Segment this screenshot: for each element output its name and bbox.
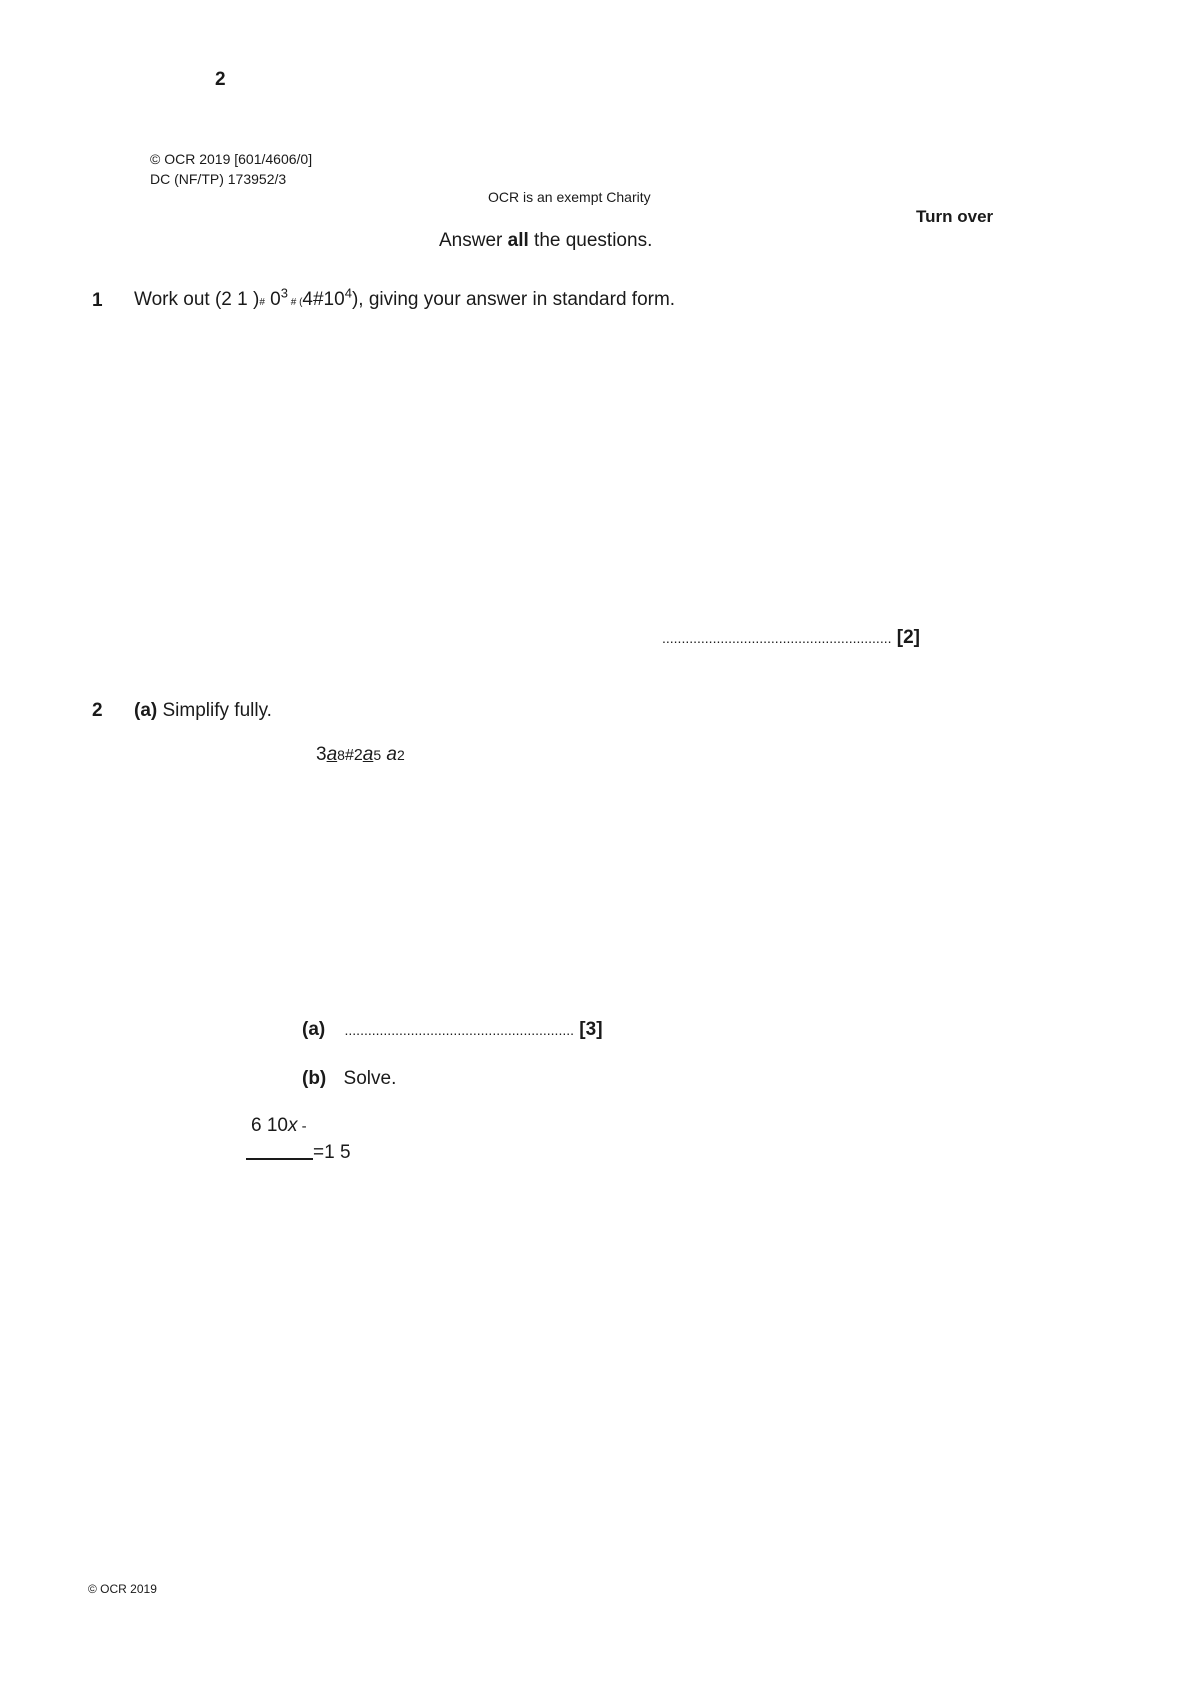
q2a-expression [316, 744, 405, 766]
question-2-number: 2 [92, 700, 103, 721]
expr-t1: 3 [316, 744, 327, 765]
q1-text-a: Work out (2 1 ) [134, 289, 260, 310]
q1-text-b: 0 [264, 289, 281, 310]
q2a-label: (a) [134, 700, 158, 721]
q1-hash-2: # ( [287, 297, 303, 308]
copyright-header: © OCR 2019 [601/4606/0] [150, 151, 313, 167]
expr-e3: 2 [396, 747, 405, 763]
charity-note: OCR is an exempt Charity [488, 189, 651, 205]
question-1-text [134, 285, 676, 311]
q2a-answer-dots: ........................................................... [344, 1022, 575, 1038]
expr-a1: a [326, 744, 338, 765]
expr-a3: a [386, 744, 397, 765]
expr-e1: 8 [337, 747, 345, 763]
q2b-equation-rhs: =1 5 [313, 1142, 351, 1163]
eq-x: x [287, 1115, 298, 1136]
q2b-instruction: Solve. [343, 1068, 397, 1089]
q2a-instruction: Simplify fully. [157, 700, 272, 721]
question-1-number: 1 [92, 290, 103, 311]
question-2a-text [134, 700, 272, 722]
q2a-marks: [3] [579, 1019, 603, 1040]
instruction-line [439, 230, 652, 252]
q2a-answer-line [302, 1019, 603, 1041]
q1-answer-line [662, 627, 920, 649]
q1-text-c: 4#10 [302, 289, 345, 310]
question-2b-text [302, 1068, 396, 1090]
eq-numerator: 6 10 [251, 1115, 288, 1136]
q2b-label: (b) [302, 1068, 327, 1089]
instruction-prefix: Answer [439, 230, 508, 251]
q1-answer-dots: ........................................................... [662, 630, 892, 646]
q2a-answer-label: (a) [302, 1019, 326, 1040]
q1-marks: [2] [896, 627, 921, 648]
q1-text-d: ), giving your answer in standard form. [351, 289, 676, 310]
q2b-equation-numerator [251, 1115, 307, 1137]
q1-exponent-1: 3 [280, 285, 288, 301]
expr-e2: 5 [373, 747, 382, 763]
q1-hash-1: # [259, 297, 265, 308]
expr-a2: a [362, 744, 374, 765]
page-number: 2 [215, 69, 226, 90]
eq-minus: - [297, 1118, 307, 1135]
turn-over-label: Turn over [916, 207, 994, 226]
document-code: DC (NF/TP) 173952/3 [150, 171, 287, 187]
footer-copyright: © OCR 2019 [88, 1582, 157, 1596]
q1-exponent-2: 4 [344, 285, 352, 301]
instruction-suffix: the questions. [528, 230, 653, 251]
expr-t2: #2 [344, 747, 363, 764]
fraction-bar [246, 1158, 313, 1160]
instruction-bold: all [507, 230, 529, 251]
